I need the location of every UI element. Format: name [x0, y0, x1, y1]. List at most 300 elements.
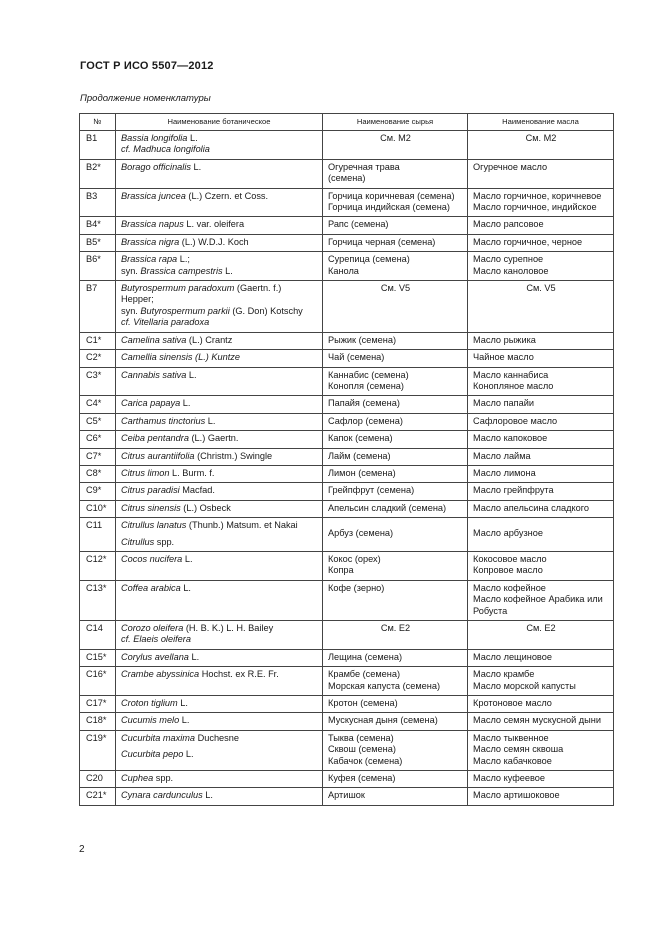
botanical-line	[121, 554, 318, 565]
botanical-line	[121, 294, 318, 305]
oil-name	[468, 396, 614, 413]
botanical-line	[121, 133, 318, 144]
raw-material-line: Копра	[328, 565, 354, 576]
row-code: C20	[80, 771, 116, 788]
botanical-name	[116, 649, 323, 666]
table-row	[80, 649, 614, 666]
oil-line: Масло кофейное	[473, 582, 546, 593]
author-text: Hochst. ex R.E. Fr.	[199, 669, 279, 680]
latin-name: Cucurbita maxima	[121, 732, 196, 743]
oil-name	[468, 188, 614, 217]
author-text: (Christm.) Swingle	[194, 450, 273, 461]
raw-material-line: Конопля (семена)	[328, 380, 404, 391]
row-code: C19*	[80, 730, 116, 770]
table-row	[80, 396, 614, 413]
latin-name: Brassica juncea	[121, 190, 186, 201]
raw-material-name	[323, 350, 468, 367]
oil-line: Масло семян мускусной дыни	[473, 715, 601, 726]
raw-material-name	[323, 788, 468, 805]
botanical-name	[116, 518, 323, 552]
oil-line: Масло лимона	[473, 467, 536, 478]
author-text: spp.	[153, 773, 174, 784]
row-code: C21*	[80, 788, 116, 805]
latin-name: Cannabis sativa	[121, 369, 187, 380]
botanical-name	[116, 281, 323, 333]
raw-material-line: См. М2	[380, 133, 411, 143]
row-code: C10*	[80, 500, 116, 517]
oil-name	[468, 696, 614, 713]
botanical-line	[121, 520, 318, 531]
table-row	[80, 771, 614, 788]
oil-line: Масло каноловое	[473, 265, 549, 276]
raw-material-line: Канола	[328, 265, 359, 276]
oil-line: Масло кабачковое	[473, 755, 552, 766]
latin-name: Corozo oleifera	[121, 623, 184, 633]
author-text: Macfad.	[179, 485, 215, 496]
botanical-line	[121, 416, 318, 427]
botanical-line	[121, 283, 318, 294]
oil-name	[468, 131, 614, 160]
botanical-line	[121, 468, 318, 479]
table-row	[80, 667, 614, 696]
raw-material-name	[323, 580, 468, 620]
oil-line: Масло рапсовое	[473, 219, 544, 230]
table-row	[80, 332, 614, 349]
raw-material-name	[323, 159, 468, 188]
row-code: C16*	[80, 667, 116, 696]
raw-material-name	[323, 396, 468, 413]
raw-material-line: Мускусная дыня (семена)	[328, 715, 438, 726]
raw-material-line: Лайм (семена)	[328, 450, 391, 461]
table-row	[80, 217, 614, 234]
raw-material-name	[323, 649, 468, 666]
table-row	[80, 465, 614, 482]
raw-material-line: Артишок	[328, 790, 365, 801]
col-header-oil: Наименование масла	[468, 114, 614, 131]
botanical-name	[116, 396, 323, 413]
botanical-line	[121, 749, 318, 760]
oil-name	[468, 252, 614, 281]
raw-material-name	[323, 551, 468, 580]
raw-material-name	[323, 131, 468, 160]
latin-name: Brassica napus	[121, 219, 184, 230]
latin-name: Citrullus	[121, 536, 155, 547]
row-code: C7*	[80, 448, 116, 465]
oil-name	[468, 621, 614, 650]
latin-name: Camelina sativa	[121, 334, 187, 345]
row-code: B3	[80, 188, 116, 217]
botanical-line	[121, 162, 318, 173]
table-row	[80, 159, 614, 188]
author-text: L.	[177, 698, 188, 709]
raw-material-line: Огуречная трава	[328, 161, 400, 172]
latin-name: Citrus limon	[121, 467, 170, 478]
row-code: C15*	[80, 649, 116, 666]
raw-material-name	[323, 413, 468, 430]
latin-name: Bassia longifolia	[121, 133, 188, 143]
latin-name: Cynara cardunculus	[121, 790, 203, 801]
raw-material-name	[323, 465, 468, 482]
table-row	[80, 281, 614, 333]
nomenclature-table	[79, 113, 614, 806]
latin-name: cf. Elaeis oleifera	[121, 634, 191, 645]
oil-name	[468, 483, 614, 500]
table-row	[80, 131, 614, 160]
author-text: (H. B. K.) L. H. Bailey	[183, 623, 274, 633]
row-code: C11	[80, 518, 116, 552]
oil-line: Масло горчичное, черное	[473, 236, 583, 247]
oil-line: Масло горчичное, коричневое	[473, 190, 602, 201]
raw-material-line: Апельсин сладкий (семена)	[328, 502, 447, 513]
raw-material-line: Капок (семена)	[328, 433, 393, 444]
raw-material-line: Папайя (семена)	[328, 398, 400, 409]
raw-material-line: Лещина (семена)	[328, 651, 402, 662]
raw-material-name	[323, 188, 468, 217]
botanical-line	[121, 669, 318, 680]
oil-name	[468, 281, 614, 333]
row-code: B1	[80, 131, 116, 160]
table-header-row	[80, 114, 614, 131]
raw-material-line: См. Е2	[380, 623, 411, 633]
table-row	[80, 448, 614, 465]
oil-line: См. М2	[525, 133, 557, 143]
raw-material-line: Каннабис (семена)	[328, 369, 409, 380]
oil-line: Чайное масло	[473, 352, 534, 363]
table-row	[80, 580, 614, 620]
oil-name	[468, 431, 614, 448]
table-row	[80, 696, 614, 713]
latin-name: Brassica campestris	[140, 265, 223, 276]
author-text: spp.	[154, 536, 175, 547]
raw-material-line: Крамбе (семена)	[328, 669, 401, 680]
latin-name: Corylus avellana	[121, 651, 189, 662]
latin-name: cf. Madhuca longifolia	[121, 144, 210, 155]
row-code: C5*	[80, 413, 116, 430]
author-text: L.	[188, 651, 200, 662]
document-header: ГОСТ Р ИСО 5507—2012	[80, 60, 214, 72]
author-text: (L.) W.D.J. Koch	[179, 236, 249, 247]
oil-name	[468, 350, 614, 367]
oil-line: Копровое масло	[473, 565, 543, 576]
raw-material-line: Сурепица (семена)	[328, 254, 410, 265]
raw-material-line: Грейпфрут (семена)	[328, 485, 415, 496]
oil-name	[468, 649, 614, 666]
raw-material-name	[323, 500, 468, 517]
raw-material-line: См. V5	[380, 283, 411, 294]
table-body	[80, 131, 614, 806]
latin-name: Cuphea	[121, 773, 154, 784]
oil-line: Масло лещиновое	[473, 651, 552, 662]
botanical-line	[121, 237, 318, 248]
latin-name: Cucumis melo	[121, 715, 180, 726]
botanical-name	[116, 350, 323, 367]
raw-material-name	[323, 281, 468, 333]
botanical-line	[121, 485, 318, 496]
author-text: L.	[182, 553, 193, 564]
oil-name	[468, 217, 614, 234]
raw-material-name	[323, 431, 468, 448]
author-text: L.	[180, 582, 191, 593]
latin-name: Citrullus lanatus	[121, 520, 187, 531]
oil-name	[468, 413, 614, 430]
table-row	[80, 788, 614, 805]
oil-name	[468, 788, 614, 805]
raw-material-name	[323, 367, 468, 396]
oil-line: Масло каннабиса	[473, 369, 549, 380]
raw-material-line: Кофе (зерно)	[328, 582, 385, 593]
author-text: L.	[190, 161, 202, 172]
author-text: (L.) Gaertn.	[188, 433, 239, 444]
oil-line: Сафлоровое масло	[473, 415, 558, 426]
raw-material-name	[323, 730, 468, 770]
oil-line: Масло артишоковое	[473, 790, 560, 801]
oil-line: См. Е2	[526, 623, 556, 633]
oil-line: Масло крамбе	[473, 669, 535, 680]
oil-line: Масло лайма	[473, 450, 531, 461]
latin-name: Citrus aurantiifolia	[121, 450, 195, 461]
oil-line: Масло капоковое	[473, 433, 548, 444]
oil-name	[468, 551, 614, 580]
oil-line: Масло грейпфрута	[473, 485, 554, 496]
botanical-name	[116, 551, 323, 580]
botanical-name	[116, 159, 323, 188]
latin-name: Croton tiglium	[121, 698, 178, 709]
oil-name	[468, 580, 614, 620]
botanical-name	[116, 413, 323, 430]
raw-material-line: Лимон (семена)	[328, 467, 396, 478]
latin-name: Carthamus tinctorius	[121, 415, 206, 426]
botanical-name	[116, 367, 323, 396]
author-text: (L.) Osbeck	[180, 502, 231, 513]
raw-material-name	[323, 713, 468, 730]
latin-name: Citrus paradisi	[121, 485, 180, 496]
section-subtitle: Продолжение номенклатуры	[80, 93, 211, 104]
oil-name	[468, 234, 614, 251]
raw-material-line: Морская капуста (семена)	[328, 680, 441, 691]
oil-line: Масло папайи	[473, 398, 535, 409]
oil-line: Масло рыжика	[473, 334, 536, 345]
raw-material-name	[323, 448, 468, 465]
oil-line: Кротоновое масло	[473, 698, 552, 709]
raw-material-name	[323, 696, 468, 713]
latin-name: Butyrospermum paradoxum	[121, 283, 235, 294]
row-code: C9*	[80, 483, 116, 500]
botanical-line	[121, 715, 318, 726]
oil-line: Масло апельсина сладкого	[473, 502, 590, 513]
row-code: C13*	[80, 580, 116, 620]
raw-material-line: Чай (семена)	[328, 352, 385, 363]
oil-line: Кокосовое масло	[473, 553, 547, 564]
author-text: syn.	[121, 305, 141, 316]
latin-name: Ceiba pentandra	[121, 433, 189, 444]
botanical-line	[121, 698, 318, 709]
author-text: L. Burm. f.	[169, 467, 215, 478]
botanical-line	[121, 537, 318, 548]
oil-name	[468, 332, 614, 349]
oil-line: Огуречное масло	[473, 161, 548, 172]
raw-material-line: Арбуз (семена)	[328, 528, 394, 539]
raw-material-line: Горчица индийская (семена)	[328, 202, 450, 213]
raw-material-line: (семена)	[328, 173, 366, 184]
row-code: C6*	[80, 431, 116, 448]
latin-name: Cucurbita pepo	[121, 749, 184, 760]
botanical-line	[121, 317, 318, 328]
author-text: L.	[186, 369, 197, 380]
table-row	[80, 621, 614, 650]
row-code: B5*	[80, 234, 116, 251]
botanical-line	[121, 583, 318, 594]
raw-material-name	[323, 771, 468, 788]
col-header-raw-material: Наименование сырья	[323, 114, 468, 131]
botanical-line	[121, 191, 318, 202]
oil-name	[468, 367, 614, 396]
oil-line: Масло кофейное Арабика или	[473, 594, 603, 605]
raw-material-line: Сафлор (семена)	[328, 415, 403, 426]
botanical-line	[121, 773, 318, 784]
latin-name: Brassica nigra	[121, 236, 180, 247]
botanical-name	[116, 332, 323, 349]
row-code: B7	[80, 281, 116, 333]
oil-name	[468, 518, 614, 552]
botanical-name	[116, 713, 323, 730]
botanical-name	[116, 483, 323, 500]
row-code: C14	[80, 621, 116, 650]
oil-line: Масло сурепное	[473, 254, 544, 265]
oil-line: Масло семян сквоша	[473, 744, 564, 755]
latin-name: cf. Vitellaria paradoxa	[121, 317, 210, 328]
botanical-name	[116, 217, 323, 234]
botanical-line	[121, 790, 318, 801]
raw-material-line: Горчица коричневая (семена)	[328, 190, 455, 201]
row-code: C4*	[80, 396, 116, 413]
raw-material-line: Тыква (семена)	[328, 732, 394, 743]
row-code: C2*	[80, 350, 116, 367]
botanical-line	[121, 733, 318, 744]
author-text: (L.) Czern. et Coss.	[185, 190, 269, 201]
page-number: 2	[79, 844, 85, 855]
botanical-name	[116, 431, 323, 448]
author-text: (G. Don) Kotschy	[229, 305, 303, 316]
author-text: (Thunb.) Matsum. et Nakai	[186, 520, 298, 531]
latin-name: Carica papaya	[121, 398, 181, 409]
botanical-name	[116, 621, 323, 650]
author-text: L.	[205, 415, 216, 426]
oil-line: Робуста	[473, 605, 508, 616]
raw-material-line: Кабачок (семена)	[328, 755, 403, 766]
latin-name: Crambe abyssinica	[121, 669, 200, 680]
latin-name: Camellia sinensis (L.) Kuntze	[121, 352, 240, 363]
row-code: B4*	[80, 217, 116, 234]
raw-material-line: Сквош (семена)	[328, 744, 396, 755]
botanical-line	[121, 398, 318, 409]
row-code: B6*	[80, 252, 116, 281]
table-row	[80, 500, 614, 517]
botanical-line	[121, 352, 318, 363]
row-code: C18*	[80, 713, 116, 730]
author-text: L.	[222, 265, 233, 276]
oil-line: Масло горчичное, индийское	[473, 202, 597, 213]
oil-line: Масло арбузное	[473, 528, 543, 539]
oil-name	[468, 448, 614, 465]
raw-material-line: Кокос (орех)	[328, 553, 381, 564]
botanical-name	[116, 448, 323, 465]
table-row	[80, 551, 614, 580]
author-text: Hepper;	[121, 294, 154, 305]
botanical-name	[116, 771, 323, 788]
row-code: C17*	[80, 696, 116, 713]
botanical-name	[116, 788, 323, 805]
author-text: L.	[202, 790, 213, 801]
raw-material-line: Рапс (семена)	[328, 219, 389, 230]
row-code: C8*	[80, 465, 116, 482]
botanical-line	[121, 370, 318, 381]
botanical-name	[116, 465, 323, 482]
author-text: (L.) Crantz	[186, 334, 233, 345]
raw-material-name	[323, 621, 468, 650]
botanical-line	[121, 623, 318, 634]
oil-name	[468, 713, 614, 730]
botanical-name	[116, 500, 323, 517]
table-row	[80, 413, 614, 430]
author-text: L.	[180, 398, 191, 409]
latin-name: Butyrospermum parkii	[140, 305, 230, 316]
oil-line: См. V5	[526, 283, 556, 294]
table-row	[80, 483, 614, 500]
table-row	[80, 367, 614, 396]
botanical-line	[121, 451, 318, 462]
raw-material-name	[323, 234, 468, 251]
botanical-name	[116, 131, 323, 160]
oil-name	[468, 667, 614, 696]
raw-material-line: Рыжик (семена)	[328, 334, 397, 345]
botanical-line	[121, 219, 318, 230]
raw-material-line: Куфея (семена)	[328, 773, 396, 784]
botanical-line	[121, 503, 318, 514]
oil-line: Конопляное масло	[473, 380, 554, 391]
botanical-name	[116, 730, 323, 770]
raw-material-name	[323, 518, 468, 552]
oil-line: Масло тыквенное	[473, 732, 549, 743]
raw-material-name	[323, 667, 468, 696]
botanical-name	[116, 667, 323, 696]
botanical-line	[121, 266, 318, 277]
raw-material-line: Горчица черная (семена)	[328, 236, 436, 247]
raw-material-name	[323, 332, 468, 349]
raw-material-name	[323, 217, 468, 234]
oil-name	[468, 500, 614, 517]
table-row	[80, 713, 614, 730]
botanical-line	[121, 634, 318, 645]
botanical-name	[116, 696, 323, 713]
table-row	[80, 518, 614, 552]
author-text: L.	[183, 749, 194, 760]
table-row	[80, 188, 614, 217]
botanical-name	[116, 580, 323, 620]
author-text: L.	[179, 715, 190, 726]
table-row	[80, 730, 614, 770]
latin-name: Brassica rapa	[121, 254, 178, 265]
author-text: L.;	[177, 254, 190, 265]
botanical-name	[116, 234, 323, 251]
row-code: B2*	[80, 159, 116, 188]
oil-line: Масло куфеевое	[473, 773, 545, 784]
botanical-line	[121, 144, 318, 155]
author-text: Duchesne	[195, 732, 239, 743]
latin-name: Coffea arabica	[121, 582, 181, 593]
oil-name	[468, 465, 614, 482]
col-header-botanical: Наименование ботаническое	[116, 114, 323, 131]
latin-name: Borago officinalis	[121, 161, 191, 172]
